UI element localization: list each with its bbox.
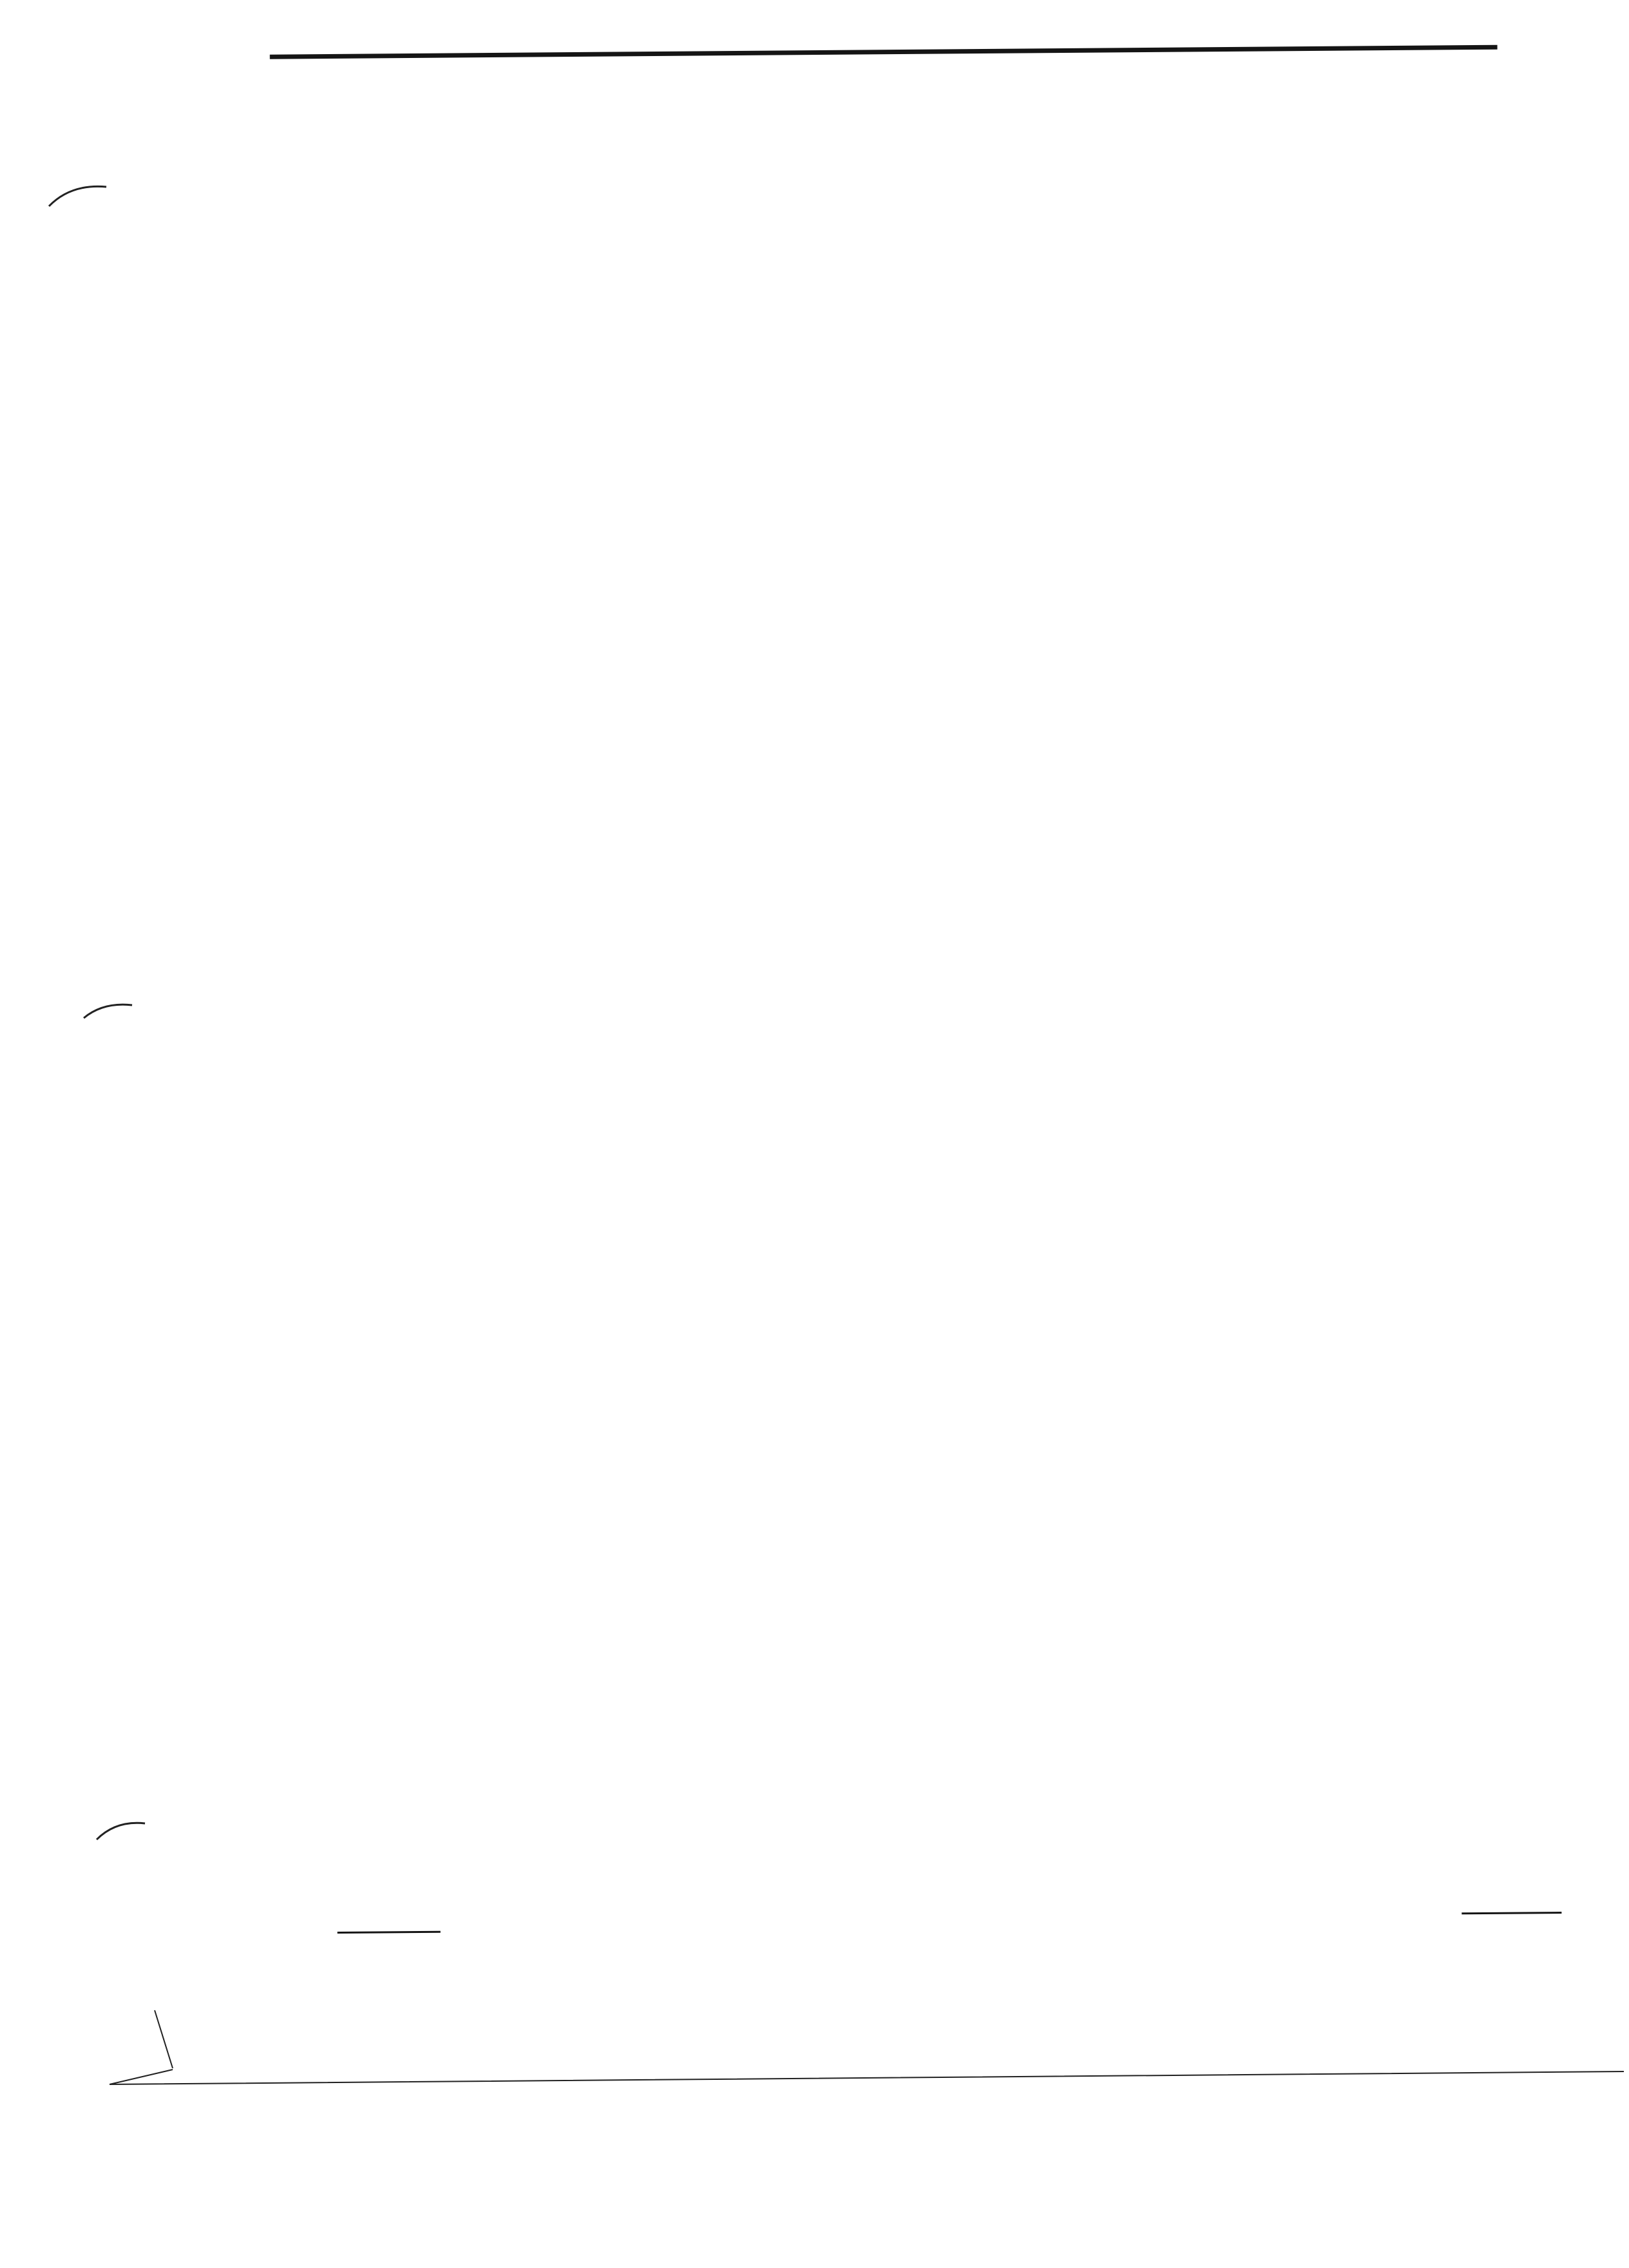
scan-edge-line (110, 2070, 1624, 2084)
scan-hole-mark-1 (49, 186, 106, 206)
scan-hole-mark-3 (97, 1823, 145, 1840)
scan-edge-mark-1 (155, 2010, 173, 2068)
scan-hole-mark-2 (84, 1004, 132, 1018)
